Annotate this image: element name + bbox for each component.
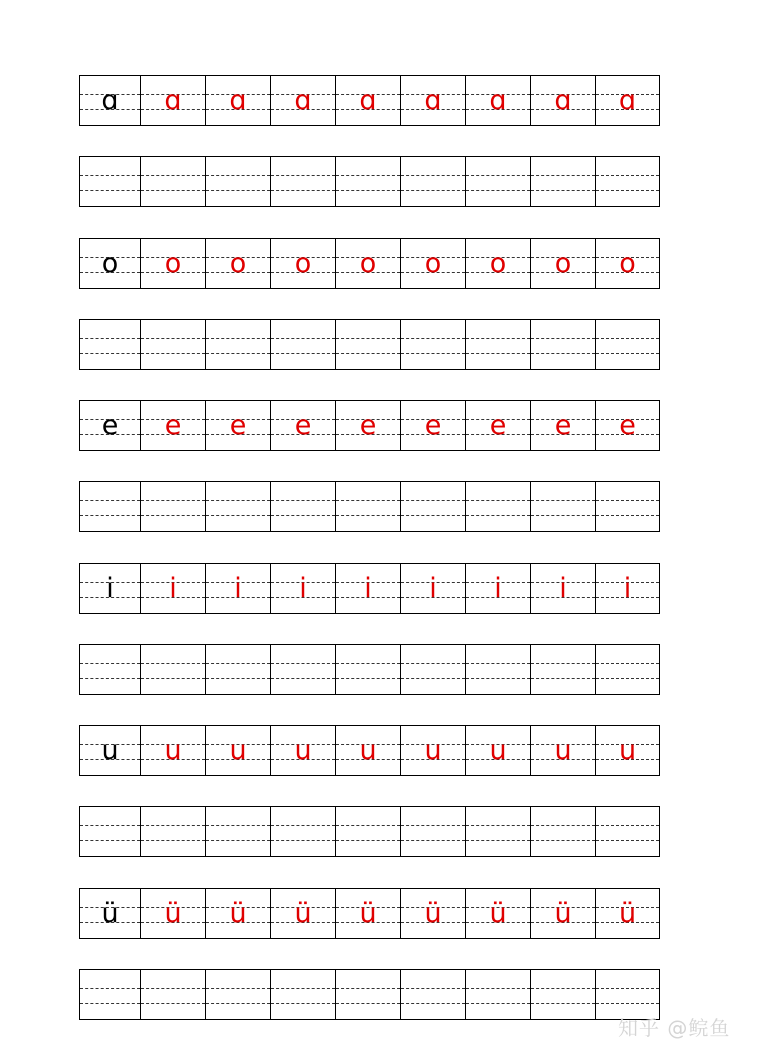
dashed-guide-line: [466, 175, 530, 176]
model-letter: e: [101, 410, 119, 441]
dashed-guide-line: [80, 515, 140, 516]
trace-letter: o: [229, 248, 247, 279]
dashed-guide-line: [401, 663, 465, 664]
grid-cell: [531, 157, 596, 206]
dashed-guide-line: [271, 353, 335, 354]
dashed-guide-line: [466, 678, 530, 679]
grid-cell: [271, 239, 336, 288]
trace-letter: i: [299, 573, 307, 604]
dashed-guide-line: [531, 840, 595, 841]
grid-cell: [141, 970, 206, 1019]
trace-letter: i: [494, 573, 502, 604]
dashed-guide-line: [336, 663, 400, 664]
grid-cell: [401, 320, 466, 369]
trace-letter: e: [619, 410, 636, 441]
dashed-guide-line: [80, 353, 140, 354]
dashed-guide-line: [401, 338, 465, 339]
dashed-guide-line: [466, 190, 530, 191]
grid-cell: [271, 970, 336, 1019]
grid-cell: [206, 807, 271, 856]
trace-letter: ü: [554, 898, 572, 929]
trace-letter: ɑ: [229, 85, 247, 116]
grid-cell: [531, 889, 596, 938]
dashed-guide-line: [271, 338, 335, 339]
dashed-guide-line: [531, 353, 595, 354]
dashed-guide-line: [596, 663, 659, 664]
trace-letter: e: [229, 410, 247, 441]
grid-cell: [141, 401, 206, 450]
grid-cell: [596, 564, 659, 613]
trace-letter: u: [294, 735, 312, 766]
grid-cell: [596, 645, 659, 694]
trace-letter: e: [424, 410, 442, 441]
grid-cell: [401, 889, 466, 938]
trace-letter: i: [169, 573, 177, 604]
grid-cell: [206, 76, 271, 125]
dashed-guide-line: [80, 988, 140, 989]
dashed-guide-line: [336, 678, 400, 679]
model-letter: ü: [101, 898, 119, 929]
dashed-guide-line: [401, 353, 465, 354]
grid-cell: [80, 482, 141, 531]
grid-cell: [401, 807, 466, 856]
dashed-guide-line: [271, 515, 335, 516]
trace-letter: e: [164, 410, 182, 441]
dashed-guide-line: [206, 515, 270, 516]
trace-letter: i: [623, 573, 632, 604]
dashed-guide-line: [531, 515, 595, 516]
trace-letter: u: [229, 735, 247, 766]
dashed-guide-line: [141, 190, 205, 191]
dashed-guide-line: [206, 678, 270, 679]
dashed-guide-line: [596, 840, 659, 841]
dashed-guide-line: [531, 988, 595, 989]
grid-cell: [336, 645, 401, 694]
dashed-guide-line: [596, 1003, 659, 1004]
letter-practice-row: [79, 400, 660, 451]
grid-cell: [401, 482, 466, 531]
grid-cell: [336, 239, 401, 288]
grid-cell: [466, 645, 531, 694]
grid-cell: [466, 76, 531, 125]
blank-writing-row[interactable]: [79, 644, 660, 695]
grid-cell: [80, 889, 141, 938]
trace-letter: o: [619, 248, 636, 279]
model-letter: ɑ: [101, 85, 119, 116]
dashed-guide-line: [80, 175, 140, 176]
grid-cell: [206, 726, 271, 775]
dashed-guide-line: [466, 1003, 530, 1004]
grid-cell: [466, 564, 531, 613]
dashed-guide-line: [596, 338, 659, 339]
dashed-guide-line: [466, 515, 530, 516]
trace-letter: u: [554, 735, 572, 766]
grid-cell: [336, 726, 401, 775]
dashed-guide-line: [206, 840, 270, 841]
dashed-guide-line: [531, 1003, 595, 1004]
dashed-guide-line: [401, 825, 465, 826]
dashed-guide-line: [206, 175, 270, 176]
grid-cell: [206, 564, 271, 613]
grid-cell: [141, 726, 206, 775]
trace-letter: o: [164, 248, 182, 279]
grid-cell: [80, 157, 141, 206]
grid-cell: [401, 239, 466, 288]
trace-letter: ü: [164, 898, 182, 929]
dashed-guide-line: [141, 663, 205, 664]
dashed-guide-line: [80, 840, 140, 841]
letter-practice-row: [79, 725, 660, 776]
grid-cell: [271, 401, 336, 450]
dashed-guide-line: [141, 988, 205, 989]
zhihu-watermark: 知乎 @鲩鱼: [618, 1016, 731, 1040]
grid-cell: [206, 970, 271, 1019]
blank-writing-row[interactable]: [79, 319, 660, 370]
dashed-guide-line: [206, 353, 270, 354]
blank-writing-row[interactable]: [79, 806, 660, 857]
letter-practice-row: [79, 563, 660, 614]
trace-letter: i: [364, 573, 372, 604]
dashed-guide-line: [206, 500, 270, 501]
dashed-guide-line: [401, 988, 465, 989]
dashed-guide-line: [336, 840, 400, 841]
trace-letter: ɑ: [164, 85, 182, 116]
grid-cell: [271, 889, 336, 938]
trace-letter: o: [489, 248, 507, 279]
grid-cell: [336, 482, 401, 531]
grid-cell: [336, 807, 401, 856]
dashed-guide-line: [141, 175, 205, 176]
dashed-guide-line: [531, 663, 595, 664]
dashed-guide-line: [80, 825, 140, 826]
grid-cell: [401, 76, 466, 125]
dashed-guide-line: [336, 338, 400, 339]
grid-cell: [141, 807, 206, 856]
grid-cell: [596, 320, 659, 369]
dashed-guide-line: [336, 353, 400, 354]
trace-letter: ɑ: [618, 85, 637, 116]
dashed-guide-line: [401, 515, 465, 516]
grid-cell: [206, 157, 271, 206]
dashed-guide-line: [401, 840, 465, 841]
grid-cell: [531, 401, 596, 450]
trace-letter: e: [294, 410, 312, 441]
grid-cell: [80, 970, 141, 1019]
trace-letter: ɑ: [294, 85, 312, 116]
grid-cell: [531, 239, 596, 288]
dashed-guide-line: [271, 175, 335, 176]
dashed-guide-line: [401, 678, 465, 679]
trace-letter: e: [554, 410, 572, 441]
grid-cell: [141, 76, 206, 125]
dashed-guide-line: [80, 678, 140, 679]
dashed-guide-line: [596, 353, 659, 354]
grid-cell: [531, 970, 596, 1019]
grid-cell: [271, 76, 336, 125]
grid-cell: [80, 239, 141, 288]
model-letter: u: [101, 735, 119, 766]
dashed-guide-line: [596, 175, 659, 176]
grid-cell: [336, 401, 401, 450]
dashed-guide-line: [401, 175, 465, 176]
grid-cell: [80, 320, 141, 369]
dashed-guide-line: [80, 500, 140, 501]
grid-cell: [141, 320, 206, 369]
grid-cell: [80, 807, 141, 856]
grid-cell: [596, 401, 659, 450]
dashed-guide-line: [336, 825, 400, 826]
dashed-guide-line: [141, 353, 205, 354]
grid-cell: [336, 76, 401, 125]
trace-letter: ü: [359, 898, 377, 929]
grid-cell: [531, 76, 596, 125]
trace-letter: i: [559, 573, 567, 604]
blank-writing-row[interactable]: [79, 156, 660, 207]
dashed-guide-line: [531, 338, 595, 339]
dashed-guide-line: [80, 1003, 140, 1004]
dashed-guide-line: [206, 825, 270, 826]
trace-letter: u: [618, 735, 637, 766]
grid-cell: [336, 320, 401, 369]
grid-cell: [531, 807, 596, 856]
dashed-guide-line: [206, 338, 270, 339]
grid-cell: [141, 564, 206, 613]
grid-cell: [531, 726, 596, 775]
grid-cell: [596, 239, 659, 288]
grid-cell: [596, 157, 659, 206]
grid-cell: [596, 482, 659, 531]
grid-cell: [336, 970, 401, 1019]
trace-letter: ü: [618, 898, 637, 929]
grid-cell: [401, 645, 466, 694]
dashed-guide-line: [466, 825, 530, 826]
dashed-guide-line: [206, 988, 270, 989]
trace-letter: ü: [294, 898, 312, 929]
dashed-guide-line: [336, 190, 400, 191]
dashed-guide-line: [80, 663, 140, 664]
grid-cell: [466, 726, 531, 775]
dashed-guide-line: [141, 840, 205, 841]
grid-cell: [466, 970, 531, 1019]
trace-letter: u: [164, 735, 182, 766]
grid-cell: [336, 157, 401, 206]
dashed-guide-line: [141, 500, 205, 501]
dashed-guide-line: [271, 988, 335, 989]
grid-cell: [466, 401, 531, 450]
grid-cell: [271, 807, 336, 856]
dashed-guide-line: [336, 988, 400, 989]
grid-cell: [401, 726, 466, 775]
grid-cell: [271, 645, 336, 694]
grid-cell: [531, 482, 596, 531]
dashed-guide-line: [596, 500, 659, 501]
dashed-guide-line: [596, 825, 659, 826]
grid-cell: [271, 157, 336, 206]
grid-cell: [466, 482, 531, 531]
trace-letter: o: [294, 248, 312, 279]
grid-cell: [271, 726, 336, 775]
dashed-guide-line: [336, 1003, 400, 1004]
letter-practice-row: [79, 888, 660, 939]
dashed-guide-line: [206, 663, 270, 664]
grid-cell: [206, 320, 271, 369]
dashed-guide-line: [80, 338, 140, 339]
dashed-guide-line: [271, 825, 335, 826]
trace-letter: e: [489, 410, 507, 441]
grid-cell: [141, 239, 206, 288]
grid-cell: [401, 564, 466, 613]
grid-cell: [336, 564, 401, 613]
dashed-guide-line: [141, 825, 205, 826]
grid-cell: [531, 645, 596, 694]
grid-cell: [336, 889, 401, 938]
dashed-guide-line: [466, 840, 530, 841]
trace-letter: u: [424, 735, 442, 766]
dashed-guide-line: [336, 515, 400, 516]
grid-cell: [466, 889, 531, 938]
dashed-guide-line: [596, 678, 659, 679]
dashed-guide-line: [401, 190, 465, 191]
dashed-guide-line: [596, 190, 659, 191]
grid-cell: [141, 157, 206, 206]
grid-cell: [401, 970, 466, 1019]
dashed-guide-line: [206, 190, 270, 191]
trace-letter: ü: [489, 898, 507, 929]
grid-cell: [466, 157, 531, 206]
grid-cell: [531, 320, 596, 369]
dashed-guide-line: [141, 338, 205, 339]
dashed-guide-line: [466, 988, 530, 989]
grid-cell: [80, 76, 141, 125]
grid-cell: [141, 889, 206, 938]
grid-cell: [271, 320, 336, 369]
grid-cell: [206, 239, 271, 288]
trace-letter: o: [424, 248, 442, 279]
dashed-guide-line: [141, 515, 205, 516]
trace-letter: ü: [229, 898, 247, 929]
trace-letter: ɑ: [359, 85, 377, 116]
dashed-guide-line: [271, 1003, 335, 1004]
dashed-guide-line: [466, 500, 530, 501]
model-letter: o: [101, 248, 119, 279]
dashed-guide-line: [271, 663, 335, 664]
grid-cell: [596, 889, 659, 938]
grid-cell: [80, 401, 141, 450]
blank-writing-row[interactable]: [79, 481, 660, 532]
dashed-guide-line: [596, 988, 659, 989]
dashed-guide-line: [466, 663, 530, 664]
dashed-guide-line: [271, 190, 335, 191]
trace-letter: o: [359, 248, 377, 279]
dashed-guide-line: [271, 678, 335, 679]
grid-cell: [80, 726, 141, 775]
trace-letter: u: [489, 735, 507, 766]
dashed-guide-line: [206, 1003, 270, 1004]
dashed-guide-line: [401, 1003, 465, 1004]
trace-letter: i: [234, 573, 242, 604]
trace-letter: u: [359, 735, 377, 766]
dashed-guide-line: [141, 1003, 205, 1004]
dashed-guide-line: [531, 175, 595, 176]
trace-letter: e: [359, 410, 377, 441]
trace-letter: ɑ: [489, 85, 507, 116]
grid-cell: [466, 320, 531, 369]
grid-cell: [531, 564, 596, 613]
grid-cell: [206, 482, 271, 531]
grid-cell: [141, 482, 206, 531]
letter-practice-row: [79, 238, 660, 289]
trace-letter: ü: [424, 898, 442, 929]
dashed-guide-line: [531, 500, 595, 501]
dashed-guide-line: [141, 678, 205, 679]
grid-cell: [80, 564, 141, 613]
grid-cell: [401, 157, 466, 206]
dashed-guide-line: [401, 500, 465, 501]
grid-cell: [80, 645, 141, 694]
dashed-guide-line: [466, 353, 530, 354]
grid-cell: [271, 564, 336, 613]
model-letter: i: [106, 573, 114, 604]
trace-letter: ɑ: [554, 85, 572, 116]
letter-practice-row: [79, 75, 660, 126]
dashed-guide-line: [531, 825, 595, 826]
dashed-guide-line: [80, 190, 140, 191]
blank-writing-row[interactable]: [79, 969, 660, 1020]
grid-cell: [466, 239, 531, 288]
grid-cell: [206, 889, 271, 938]
grid-cell: [271, 482, 336, 531]
trace-letter: ɑ: [424, 85, 442, 116]
dashed-guide-line: [271, 840, 335, 841]
dashed-guide-line: [596, 515, 659, 516]
grid-cell: [401, 401, 466, 450]
dashed-guide-line: [531, 678, 595, 679]
grid-cell: [206, 645, 271, 694]
dashed-guide-line: [466, 338, 530, 339]
grid-cell: [596, 807, 659, 856]
grid-cell: [466, 807, 531, 856]
dashed-guide-line: [271, 500, 335, 501]
dashed-guide-line: [336, 175, 400, 176]
trace-letter: i: [429, 573, 437, 604]
grid-cell: [206, 401, 271, 450]
dashed-guide-line: [336, 500, 400, 501]
trace-letter: o: [554, 248, 572, 279]
dashed-guide-line: [531, 190, 595, 191]
grid-cell: [596, 76, 659, 125]
grid-cell: [141, 645, 206, 694]
grid-cell: [596, 726, 659, 775]
